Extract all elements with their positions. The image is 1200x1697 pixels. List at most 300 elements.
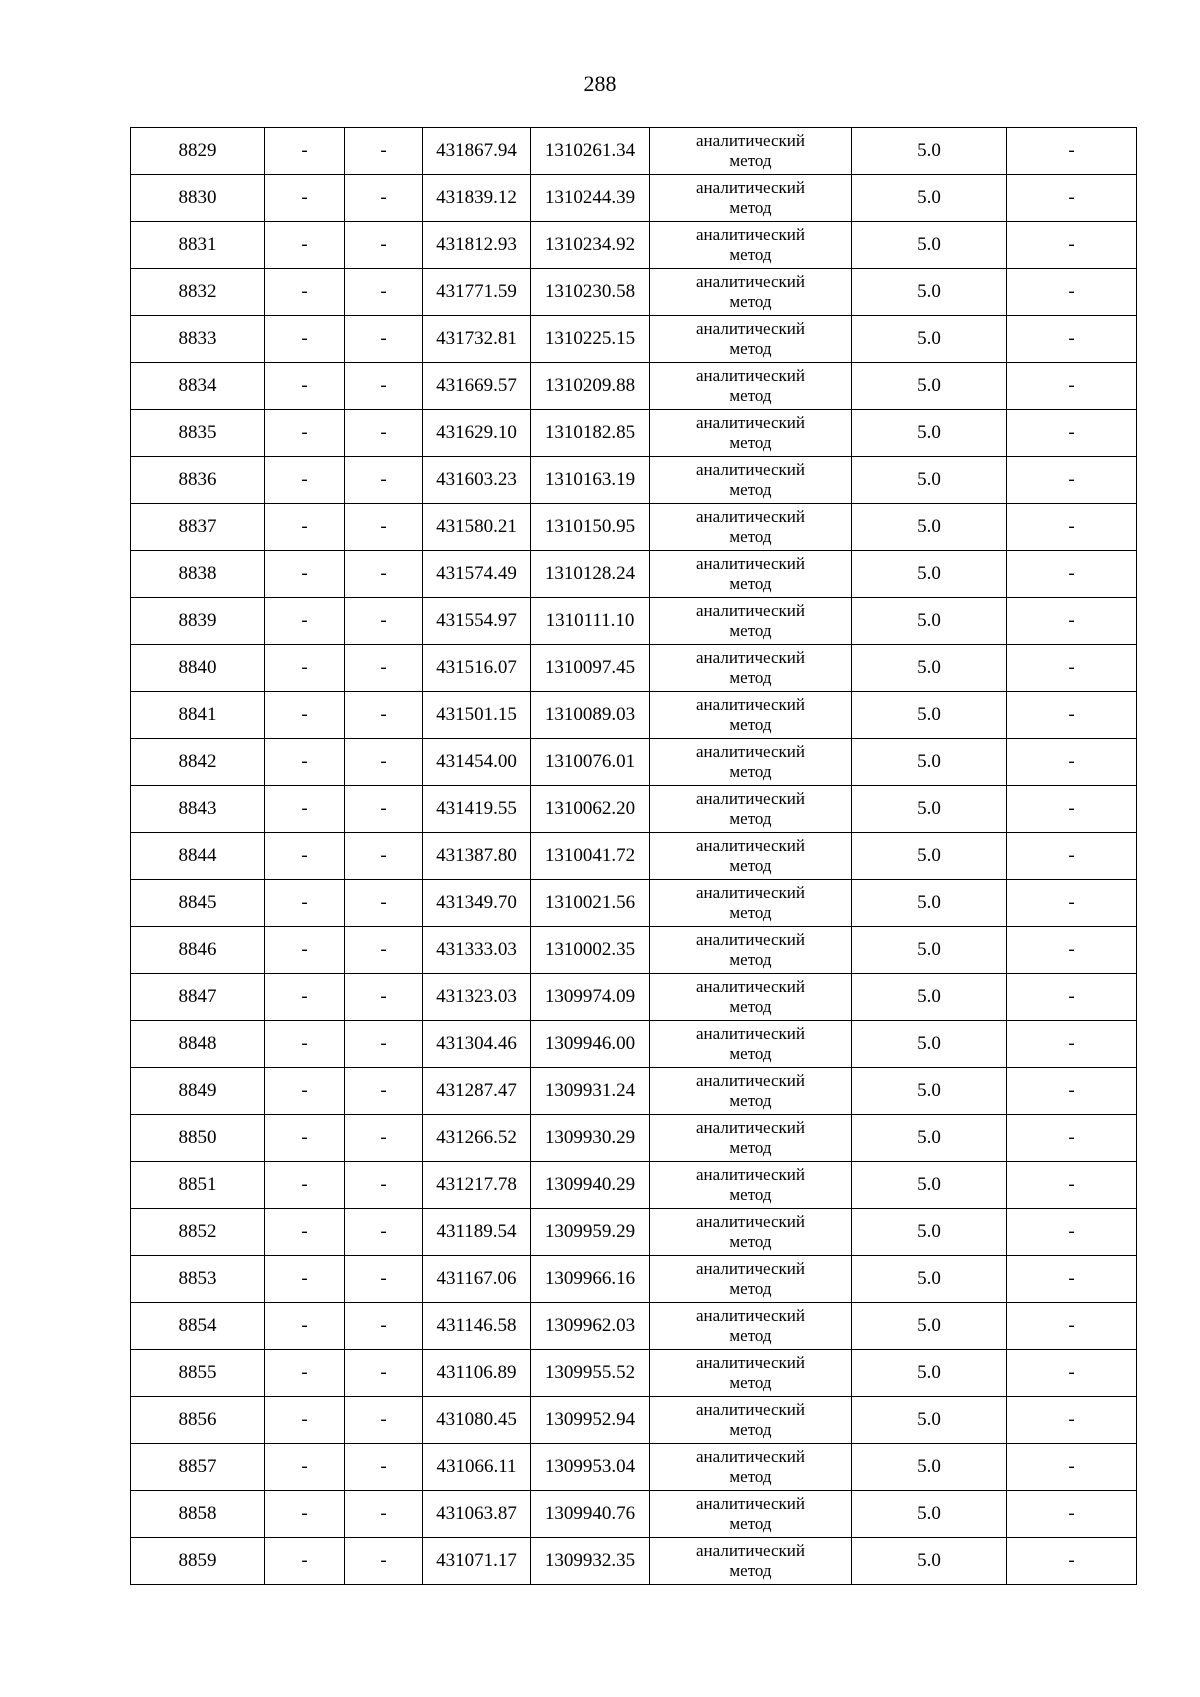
x-coordinate-cell: 431839.12 (423, 175, 531, 222)
column-8-cell: - (1007, 410, 1137, 457)
method-line-1: аналитический (696, 554, 805, 573)
table-row (131, 974, 1137, 1021)
method-line-2: метод (729, 903, 772, 922)
column-3-cell: - (345, 1444, 423, 1491)
x-coordinate-cell: 431217.78 (423, 1162, 531, 1209)
column-8-cell: - (1007, 269, 1137, 316)
table-row (131, 645, 1137, 692)
y-coordinate-cell: 1309959.29 (531, 1209, 650, 1256)
column-2-cell: - (265, 739, 345, 786)
method-line-2: метод (729, 762, 772, 781)
column-8-cell: - (1007, 1115, 1137, 1162)
column-3-cell: - (345, 833, 423, 880)
y-coordinate-cell: 1310076.01 (531, 739, 650, 786)
method-line-1: аналитический (696, 1494, 805, 1513)
accuracy-cell: 5.0 (852, 1303, 1007, 1350)
point-number-cell: 8834 (131, 363, 265, 410)
x-coordinate-cell: 431066.11 (423, 1444, 531, 1491)
y-coordinate-cell: 1310002.35 (531, 927, 650, 974)
point-number-cell: 8839 (131, 598, 265, 645)
table-row (131, 1397, 1137, 1444)
table-row (131, 363, 1137, 410)
method-line-2: метод (729, 245, 772, 264)
method-cell (650, 786, 852, 833)
accuracy-cell: 5.0 (852, 1021, 1007, 1068)
column-8-cell: - (1007, 880, 1137, 927)
column-3-cell: - (345, 1538, 423, 1585)
method-line-1: аналитический (696, 930, 805, 949)
point-number-cell: 8836 (131, 457, 265, 504)
method-line-1: аналитический (696, 507, 805, 526)
x-coordinate-cell: 431387.80 (423, 833, 531, 880)
method-cell (650, 645, 852, 692)
accuracy-cell: 5.0 (852, 1068, 1007, 1115)
method-cell (650, 692, 852, 739)
point-number-cell: 8857 (131, 1444, 265, 1491)
y-coordinate-cell: 1309946.00 (531, 1021, 650, 1068)
column-2-cell: - (265, 786, 345, 833)
accuracy-cell: 5.0 (852, 1162, 1007, 1209)
y-coordinate-cell: 1310225.15 (531, 316, 650, 363)
x-coordinate-cell: 431554.97 (423, 598, 531, 645)
column-2-cell: - (265, 833, 345, 880)
column-2-cell: - (265, 1256, 345, 1303)
method-line-1: аналитический (696, 319, 805, 338)
column-2-cell: - (265, 645, 345, 692)
column-8-cell: - (1007, 457, 1137, 504)
table-row (131, 1162, 1137, 1209)
y-coordinate-cell: 1310244.39 (531, 175, 650, 222)
table-row (131, 128, 1137, 175)
column-3-cell: - (345, 175, 423, 222)
column-3-cell: - (345, 1303, 423, 1350)
column-2-cell: - (265, 1068, 345, 1115)
column-3-cell: - (345, 551, 423, 598)
column-3-cell: - (345, 598, 423, 645)
method-cell (650, 222, 852, 269)
x-coordinate-cell: 431189.54 (423, 1209, 531, 1256)
method-line-1: аналитический (696, 1353, 805, 1372)
x-coordinate-cell: 431349.70 (423, 880, 531, 927)
y-coordinate-cell: 1309932.35 (531, 1538, 650, 1585)
y-coordinate-cell: 1310111.10 (531, 598, 650, 645)
column-2-cell: - (265, 128, 345, 175)
method-line-1: аналитический (696, 366, 805, 385)
method-line-1: аналитический (696, 1118, 805, 1137)
method-line-2: метод (729, 809, 772, 828)
coordinates-table (130, 127, 1137, 1585)
column-3-cell: - (345, 457, 423, 504)
table-row (131, 1068, 1137, 1115)
method-cell (650, 598, 852, 645)
method-line-1: аналитический (696, 789, 805, 808)
x-coordinate-cell: 431629.10 (423, 410, 531, 457)
point-number-cell: 8831 (131, 222, 265, 269)
table-row (131, 880, 1137, 927)
accuracy-cell: 5.0 (852, 457, 1007, 504)
table-row (131, 457, 1137, 504)
accuracy-cell: 5.0 (852, 880, 1007, 927)
method-line-2: метод (729, 1326, 772, 1345)
coordinates-table-body (131, 128, 1137, 1585)
column-2-cell: - (265, 1162, 345, 1209)
column-3-cell: - (345, 1068, 423, 1115)
y-coordinate-cell: 1310089.03 (531, 692, 650, 739)
method-line-2: метод (729, 339, 772, 358)
point-number-cell: 8859 (131, 1538, 265, 1585)
point-number-cell: 8840 (131, 645, 265, 692)
method-cell (650, 551, 852, 598)
y-coordinate-cell: 1310261.34 (531, 128, 650, 175)
column-3-cell: - (345, 504, 423, 551)
method-cell (650, 974, 852, 1021)
y-coordinate-cell: 1310234.92 (531, 222, 650, 269)
column-2-cell: - (265, 1209, 345, 1256)
column-8-cell: - (1007, 504, 1137, 551)
table-row (131, 1115, 1137, 1162)
x-coordinate-cell: 431580.21 (423, 504, 531, 551)
y-coordinate-cell: 1309953.04 (531, 1444, 650, 1491)
method-line-2: метод (729, 1138, 772, 1157)
x-coordinate-cell: 431287.47 (423, 1068, 531, 1115)
accuracy-cell: 5.0 (852, 1491, 1007, 1538)
x-coordinate-cell: 431574.49 (423, 551, 531, 598)
table-row (131, 1491, 1137, 1538)
column-2-cell: - (265, 1491, 345, 1538)
accuracy-cell: 5.0 (852, 1115, 1007, 1162)
accuracy-cell: 5.0 (852, 222, 1007, 269)
column-8-cell: - (1007, 551, 1137, 598)
method-line-1: аналитический (696, 1306, 805, 1325)
method-line-1: аналитический (696, 272, 805, 291)
method-cell (650, 1256, 852, 1303)
accuracy-cell: 5.0 (852, 1209, 1007, 1256)
method-cell (650, 1538, 852, 1585)
y-coordinate-cell: 1310182.85 (531, 410, 650, 457)
column-3-cell: - (345, 1256, 423, 1303)
accuracy-cell: 5.0 (852, 363, 1007, 410)
column-3-cell: - (345, 363, 423, 410)
method-line-1: аналитический (696, 648, 805, 667)
column-3-cell: - (345, 645, 423, 692)
column-2-cell: - (265, 1397, 345, 1444)
method-line-2: метод (729, 668, 772, 687)
column-2-cell: - (265, 1115, 345, 1162)
column-8-cell: - (1007, 1209, 1137, 1256)
column-8-cell: - (1007, 1397, 1137, 1444)
column-8-cell: - (1007, 927, 1137, 974)
column-2-cell: - (265, 927, 345, 974)
method-line-2: метод (729, 1561, 772, 1580)
method-line-2: метод (729, 1091, 772, 1110)
column-2-cell: - (265, 1538, 345, 1585)
table-row (131, 410, 1137, 457)
x-coordinate-cell: 431669.57 (423, 363, 531, 410)
method-line-1: аналитический (696, 1400, 805, 1419)
x-coordinate-cell: 431603.23 (423, 457, 531, 504)
method-cell (650, 927, 852, 974)
accuracy-cell: 5.0 (852, 410, 1007, 457)
x-coordinate-cell: 431333.03 (423, 927, 531, 974)
accuracy-cell: 5.0 (852, 316, 1007, 363)
y-coordinate-cell: 1310041.72 (531, 833, 650, 880)
table-row (131, 927, 1137, 974)
column-8-cell: - (1007, 1350, 1137, 1397)
accuracy-cell: 5.0 (852, 128, 1007, 175)
accuracy-cell: 5.0 (852, 175, 1007, 222)
x-coordinate-cell: 431304.46 (423, 1021, 531, 1068)
point-number-cell: 8843 (131, 786, 265, 833)
point-number-cell: 8830 (131, 175, 265, 222)
point-number-cell: 8845 (131, 880, 265, 927)
y-coordinate-cell: 1309962.03 (531, 1303, 650, 1350)
table-row (131, 316, 1137, 363)
column-8-cell: - (1007, 316, 1137, 363)
table-row (131, 786, 1137, 833)
column-3-cell: - (345, 927, 423, 974)
method-line-1: аналитический (696, 413, 805, 432)
table-row (131, 1303, 1137, 1350)
method-line-2: метод (729, 198, 772, 217)
y-coordinate-cell: 1310062.20 (531, 786, 650, 833)
y-coordinate-cell: 1309955.52 (531, 1350, 650, 1397)
x-coordinate-cell: 431080.45 (423, 1397, 531, 1444)
column-3-cell: - (345, 1115, 423, 1162)
table-row (131, 692, 1137, 739)
column-3-cell: - (345, 316, 423, 363)
column-3-cell: - (345, 786, 423, 833)
column-2-cell: - (265, 504, 345, 551)
x-coordinate-cell: 431266.52 (423, 1115, 531, 1162)
column-2-cell: - (265, 269, 345, 316)
x-coordinate-cell: 431167.06 (423, 1256, 531, 1303)
method-line-1: аналитический (696, 131, 805, 150)
accuracy-cell: 5.0 (852, 974, 1007, 1021)
x-coordinate-cell: 431516.07 (423, 645, 531, 692)
column-2-cell: - (265, 175, 345, 222)
method-line-2: метод (729, 1232, 772, 1251)
x-coordinate-cell: 431419.55 (423, 786, 531, 833)
method-cell (650, 410, 852, 457)
column-2-cell: - (265, 410, 345, 457)
x-coordinate-cell: 431732.81 (423, 316, 531, 363)
table-row (131, 598, 1137, 645)
column-3-cell: - (345, 974, 423, 1021)
point-number-cell: 8858 (131, 1491, 265, 1538)
point-number-cell: 8849 (131, 1068, 265, 1115)
method-line-2: метод (729, 574, 772, 593)
method-cell (650, 880, 852, 927)
table-row (131, 269, 1137, 316)
method-line-1: аналитический (696, 460, 805, 479)
method-cell (650, 833, 852, 880)
method-cell (650, 739, 852, 786)
x-coordinate-cell: 431106.89 (423, 1350, 531, 1397)
accuracy-cell: 5.0 (852, 927, 1007, 974)
y-coordinate-cell: 1310021.56 (531, 880, 650, 927)
column-2-cell: - (265, 880, 345, 927)
method-line-2: метод (729, 433, 772, 452)
method-cell (650, 1397, 852, 1444)
table-row (131, 551, 1137, 598)
column-3-cell: - (345, 1350, 423, 1397)
column-2-cell: - (265, 551, 345, 598)
accuracy-cell: 5.0 (852, 786, 1007, 833)
method-line-2: метод (729, 1044, 772, 1063)
column-8-cell: - (1007, 786, 1137, 833)
method-line-2: метод (729, 1420, 772, 1439)
y-coordinate-cell: 1310128.24 (531, 551, 650, 598)
x-coordinate-cell: 431812.93 (423, 222, 531, 269)
accuracy-cell: 5.0 (852, 269, 1007, 316)
method-line-1: аналитический (696, 1212, 805, 1231)
x-coordinate-cell: 431323.03 (423, 974, 531, 1021)
point-number-cell: 8850 (131, 1115, 265, 1162)
method-cell (650, 1021, 852, 1068)
method-cell (650, 1068, 852, 1115)
method-line-2: метод (729, 621, 772, 640)
y-coordinate-cell: 1309931.24 (531, 1068, 650, 1115)
column-3-cell: - (345, 1397, 423, 1444)
method-cell (650, 175, 852, 222)
column-2-cell: - (265, 692, 345, 739)
y-coordinate-cell: 1310097.45 (531, 645, 650, 692)
column-8-cell: - (1007, 1491, 1137, 1538)
point-number-cell: 8856 (131, 1397, 265, 1444)
accuracy-cell: 5.0 (852, 1538, 1007, 1585)
column-2-cell: - (265, 457, 345, 504)
column-2-cell: - (265, 222, 345, 269)
column-3-cell: - (345, 880, 423, 927)
method-cell (650, 504, 852, 551)
method-cell (650, 269, 852, 316)
column-2-cell: - (265, 1350, 345, 1397)
method-line-1: аналитический (696, 883, 805, 902)
method-cell (650, 1115, 852, 1162)
column-8-cell: - (1007, 1256, 1137, 1303)
method-line-1: аналитический (696, 1259, 805, 1278)
method-cell (650, 1350, 852, 1397)
y-coordinate-cell: 1310209.88 (531, 363, 650, 410)
point-number-cell: 8844 (131, 833, 265, 880)
table-row (131, 1350, 1137, 1397)
point-number-cell: 8835 (131, 410, 265, 457)
method-cell (650, 1303, 852, 1350)
table-row (131, 1021, 1137, 1068)
point-number-cell: 8838 (131, 551, 265, 598)
method-cell (650, 1209, 852, 1256)
method-line-1: аналитический (696, 178, 805, 197)
point-number-cell: 8852 (131, 1209, 265, 1256)
point-number-cell: 8855 (131, 1350, 265, 1397)
method-cell (650, 128, 852, 175)
accuracy-cell: 5.0 (852, 692, 1007, 739)
column-3-cell: - (345, 410, 423, 457)
method-line-1: аналитический (696, 225, 805, 244)
point-number-cell: 8837 (131, 504, 265, 551)
method-cell (650, 363, 852, 410)
accuracy-cell: 5.0 (852, 504, 1007, 551)
column-3-cell: - (345, 692, 423, 739)
method-line-2: метод (729, 1185, 772, 1204)
method-line-1: аналитический (696, 977, 805, 996)
table-row (131, 504, 1137, 551)
method-line-1: аналитический (696, 1024, 805, 1043)
column-8-cell: - (1007, 128, 1137, 175)
point-number-cell: 8848 (131, 1021, 265, 1068)
column-8-cell: - (1007, 1162, 1137, 1209)
table-row (131, 222, 1137, 269)
accuracy-cell: 5.0 (852, 551, 1007, 598)
column-3-cell: - (345, 1021, 423, 1068)
table-row (131, 833, 1137, 880)
x-coordinate-cell: 431063.87 (423, 1491, 531, 1538)
method-line-1: аналитический (696, 1541, 805, 1560)
column-8-cell: - (1007, 1538, 1137, 1585)
method-cell (650, 1491, 852, 1538)
column-2-cell: - (265, 974, 345, 1021)
accuracy-cell: 5.0 (852, 598, 1007, 645)
column-8-cell: - (1007, 692, 1137, 739)
method-line-2: метод (729, 527, 772, 546)
method-line-1: аналитический (696, 1447, 805, 1466)
method-cell (650, 316, 852, 363)
accuracy-cell: 5.0 (852, 739, 1007, 786)
column-8-cell: - (1007, 1068, 1137, 1115)
method-cell (650, 1444, 852, 1491)
point-number-cell: 8847 (131, 974, 265, 1021)
y-coordinate-cell: 1309940.76 (531, 1491, 650, 1538)
method-line-1: аналитический (696, 836, 805, 855)
method-line-1: аналитический (696, 601, 805, 620)
column-8-cell: - (1007, 974, 1137, 1021)
accuracy-cell: 5.0 (852, 1397, 1007, 1444)
point-number-cell: 8832 (131, 269, 265, 316)
point-number-cell: 8841 (131, 692, 265, 739)
point-number-cell: 8851 (131, 1162, 265, 1209)
x-coordinate-cell: 431071.17 (423, 1538, 531, 1585)
column-8-cell: - (1007, 833, 1137, 880)
column-3-cell: - (345, 1209, 423, 1256)
table-row (131, 1256, 1137, 1303)
column-2-cell: - (265, 363, 345, 410)
x-coordinate-cell: 431454.00 (423, 739, 531, 786)
method-line-2: метод (729, 1279, 772, 1298)
x-coordinate-cell: 431771.59 (423, 269, 531, 316)
method-cell (650, 1162, 852, 1209)
method-line-2: метод (729, 292, 772, 311)
method-line-2: метод (729, 856, 772, 875)
y-coordinate-cell: 1309930.29 (531, 1115, 650, 1162)
point-number-cell: 8833 (131, 316, 265, 363)
accuracy-cell: 5.0 (852, 1256, 1007, 1303)
method-line-1: аналитический (696, 1071, 805, 1090)
column-8-cell: - (1007, 1021, 1137, 1068)
column-8-cell: - (1007, 645, 1137, 692)
y-coordinate-cell: 1310230.58 (531, 269, 650, 316)
y-coordinate-cell: 1310150.95 (531, 504, 650, 551)
method-line-2: метод (729, 151, 772, 170)
table-row (131, 1538, 1137, 1585)
table-row (131, 739, 1137, 786)
accuracy-cell: 5.0 (852, 645, 1007, 692)
table-row (131, 1444, 1137, 1491)
x-coordinate-cell: 431501.15 (423, 692, 531, 739)
method-line-1: аналитический (696, 742, 805, 761)
method-line-2: метод (729, 950, 772, 969)
column-2-cell: - (265, 1444, 345, 1491)
column-3-cell: - (345, 1162, 423, 1209)
